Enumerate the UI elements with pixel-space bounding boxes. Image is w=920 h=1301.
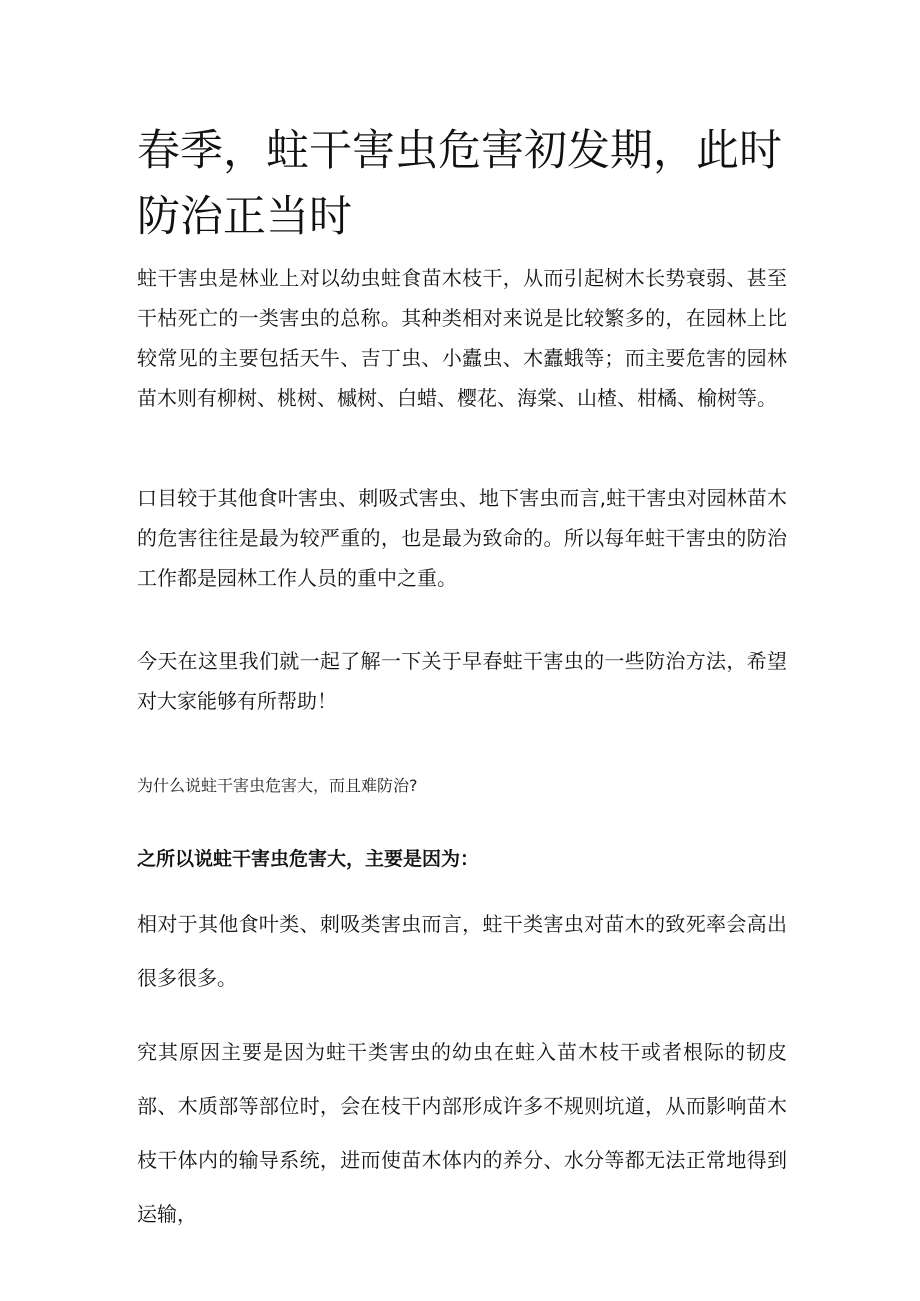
paragraph-purpose: 今天在这里我们就一起了解一下关于早春蛀干害虫的一些防治方法，希望对大家能够有所帮助！	[137, 649, 787, 713]
bold-heading: 之所以说蛀干害虫危害大，主要是因为：	[137, 848, 480, 870]
paragraph-intro: 蛀干害虫是林业上对以幼虫蛀食苗木枝干，从而引起树木长势衰弱、甚至干枯死亡的一类害虫的总称。其种类相对来说是比较繁多的，在园林上比较常见的主要包括天牛、吉丁虫、小蠹虫、木蠹蛾等；而主要危害的园林苗木则有柳树、桃树、槭树、白蜡、樱花、海棠、山楂、柑橘、榆树等。	[137, 266, 787, 410]
article-title: 春季，蛀干害虫危害初发期，此时防治正当时	[137, 126, 782, 242]
question-line: 为什么说蛀干害虫危害大，而且难防治?	[137, 776, 418, 795]
paragraph-fatality: 相对于其他食叶类、刺吸类害虫而言，蛀干类害虫对苗木的致死率会高出很多很多。	[137, 912, 787, 990]
paragraph-cause: 究其原因主要是因为蛀干类害虫的幼虫在蛀入苗木枝干或者根际的韧皮部、木质部等部位时，会在枝干内部形成许多不规则坑道，从而影响苗木枝干体内的输导系统，进而使苗木体内的养分、水分等都无法正常地得到运输，	[137, 1040, 787, 1226]
paragraph-comparison: 口目较于其他食叶害虫、刺吸式害虫、地下害虫而言,蛀干害虫对园林苗木的危害往往是最为较严重的，也是最为致命的。所以每年蛀干害虫的防治工作都是园林工作人员的重中之重。	[137, 486, 787, 590]
